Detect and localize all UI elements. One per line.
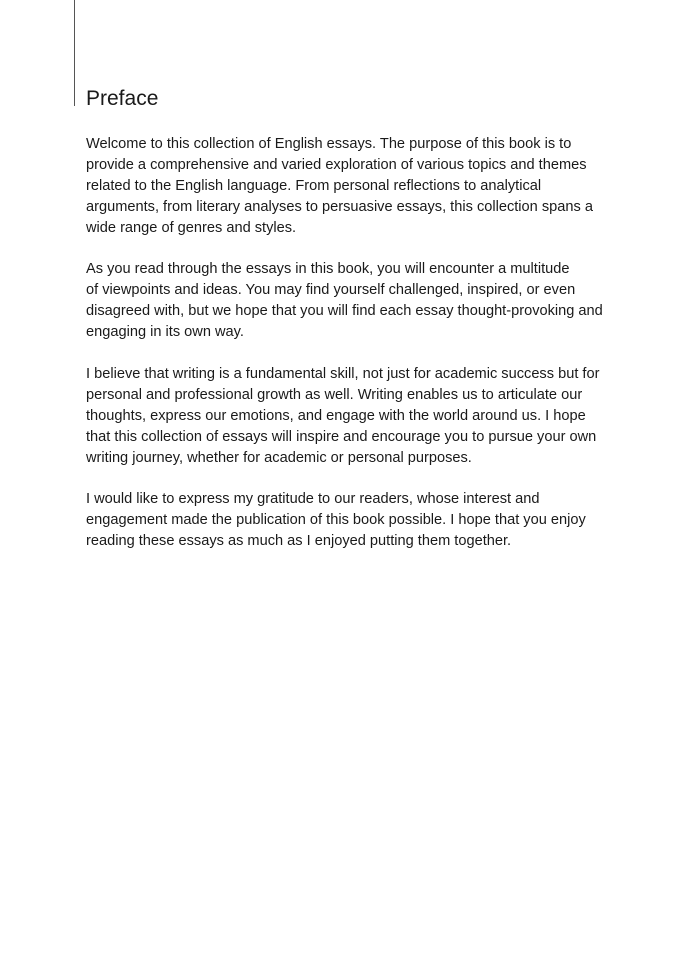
text-line: reading these essays as much as I enjoyed putting them together. — [86, 533, 512, 550]
text-line: I would like to express my gratitude to our readers, whose interest and — [86, 491, 540, 508]
page-title: Preface — [86, 87, 159, 110]
margin-rule — [74, 0, 75, 106]
paragraph-2 — [86, 259, 626, 343]
text-line: provide a comprehensive and varied exploration of various topics and themes — [86, 156, 587, 173]
text-line: writing journey, whether for academic or personal purposes. — [86, 449, 472, 466]
text-line: arguments, from literary analyses to persuasive essays, this collection spans a — [86, 198, 593, 215]
text-line: personal and professional growth as well. Writing enables us to articulate our — [86, 386, 583, 403]
text-line: As you read through the essays in this book, you will encounter a multitude — [86, 261, 570, 278]
paragraph-4 — [86, 489, 626, 552]
preface-body — [86, 134, 626, 573]
text-line: related to the English language. From personal reflections to analytical — [86, 177, 542, 194]
text-line: thoughts, express our emotions, and engage with the world around us. I hope — [86, 407, 586, 424]
text-line: of viewpoints and ideas. You may find yourself challenged, inspired, or even — [86, 282, 576, 299]
text-line: that this collection of essays will inspire and encourage you to pursue your own — [86, 428, 597, 445]
paragraph-1 — [86, 134, 626, 239]
text-line: I believe that writing is a fundamental skill, not just for academic success but for — [86, 365, 600, 382]
text-line: Welcome to this collection of English essays. The purpose of this book is to — [86, 136, 572, 152]
text-line: disagreed with, but we hope that you will find each essay thought-provoking and — [86, 303, 603, 320]
text-line: engaging in its own way. — [86, 324, 244, 341]
text-line: wide range of genres and styles. — [86, 219, 297, 236]
paragraph-3 — [86, 364, 626, 469]
text-line: engagement made the publication of this book possible. I hope that you enjoy — [86, 512, 586, 529]
